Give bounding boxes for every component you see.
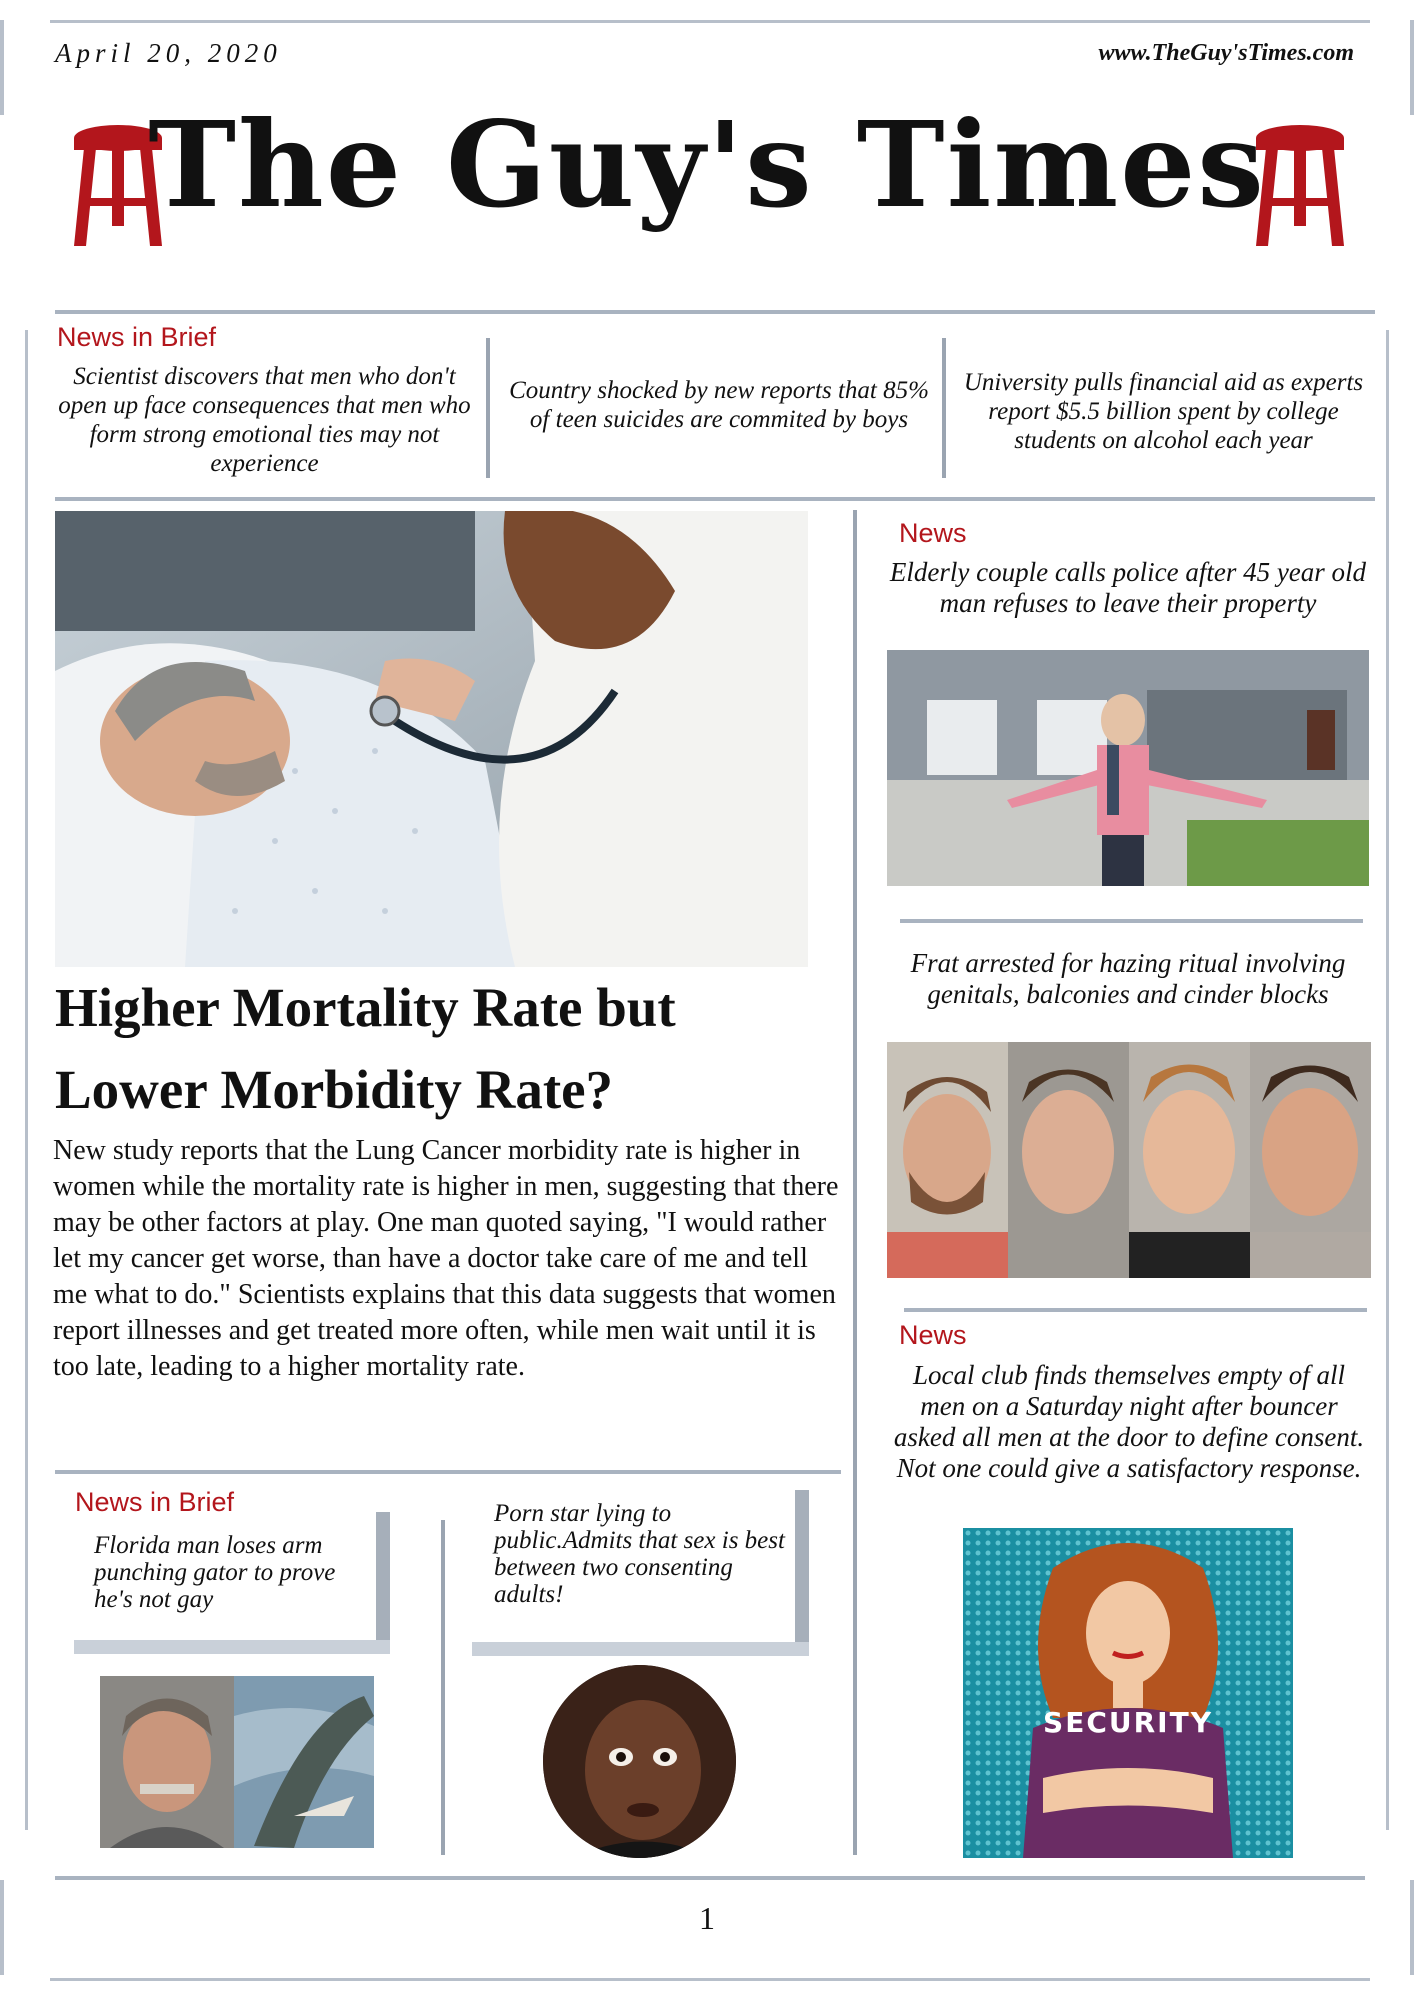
frame-top-line: [50, 20, 1370, 23]
main-headline-line-1: Higher Mortality Rate but: [55, 977, 676, 1038]
news-elderly-couple-text[interactable]: Elderly couple calls police after 45 year old man refuses to leave their property: [889, 557, 1367, 618]
brief-item-1[interactable]: Scientist discovers that men who don't open up face consequences that men who form strong emotional ties may not experience: [58, 363, 471, 477]
hospital-patient-photo: [55, 511, 808, 967]
frame-side-right: [1386, 330, 1389, 1830]
frame-side-left: [25, 330, 28, 1830]
column-divider-main: [853, 510, 857, 1855]
column-divider: [441, 1520, 445, 1855]
divider-top: [55, 310, 1375, 314]
news-local-club-text[interactable]: Local club finds themselves empty of all men on a Saturday night after bouncer asked all men at the door to define consent. Not one could give a satisfactory response.: [893, 1360, 1365, 1483]
doctor-stethoscope-illustration: [55, 511, 808, 967]
divider-bottom-briefs: [55, 1470, 841, 1474]
masthead-title: The Guy's Times: [148, 95, 1266, 234]
box-shadow: [472, 1642, 809, 1656]
divider-footer: [55, 1876, 1365, 1880]
florida-man-mugshot: [100, 1676, 234, 1848]
main-article-body: New study reports that the Lung Cancer morbidity rate is higher in women while the mortality rate is higher in men, suggesting that there may be other factors at play. One man quoted saying, "I would rather let my cancer get worse, than have a doctor take care of me and tell me what to do." Scientists explains that this data suggests that women report illnesses and get treated more often, while men wait until it is too late, leading to a higher mortality rate.: [53, 1135, 839, 1382]
box-shadow: [795, 1490, 809, 1655]
porn-star-reaction-photo: [543, 1665, 736, 1858]
issue-date: April 20, 2020: [55, 38, 282, 68]
brief-box-porn-star[interactable]: Porn star lying to public.Admits that sex is best between two consenting adults!: [482, 1498, 792, 1638]
frat-mugshots-photo: [887, 1042, 1371, 1278]
page-number: 1: [699, 1900, 715, 1936]
box-shadow: [376, 1512, 390, 1652]
main-headline-line-2: Lower Morbidity Rate?: [55, 1059, 614, 1120]
column-divider: [486, 338, 490, 478]
box-shadow: [74, 1640, 390, 1654]
site-url[interactable]: www.TheGuy'sTimes.com: [1098, 40, 1354, 66]
section-label-news-in-brief: News in Brief: [57, 322, 217, 352]
brief-item-3[interactable]: University pulls financial aid as experts report $5.5 billion spent by college students on alcohol each year: [963, 369, 1364, 454]
divider-right-1: [900, 919, 1363, 923]
house-photo: [887, 650, 1369, 886]
frat-arrested-text[interactable]: Frat arrested for hazing ritual involving genitals, balconies and cinder blocks: [910, 948, 1346, 1009]
divider-under-briefs: [55, 497, 1375, 501]
alligator-photo: [234, 1676, 374, 1848]
security-shirt-text: SECURITY: [1043, 1706, 1213, 1739]
divider-right-2: [904, 1308, 1367, 1312]
frame-bottom-line: [50, 1978, 1370, 1981]
security-woman-illustration: [963, 1528, 1293, 1858]
brief-item-2[interactable]: Country shocked by new reports that 85% of teen suicides are commited by boys: [509, 377, 929, 433]
section-label-news-2: News: [899, 1320, 967, 1350]
section-label-news-in-brief-bottom: News in Brief: [75, 1487, 235, 1517]
brief-box-florida-man[interactable]: Florida man loses arm punching gator to prove he's not gay: [84, 1528, 374, 1640]
section-label-news-1: News: [899, 518, 967, 548]
